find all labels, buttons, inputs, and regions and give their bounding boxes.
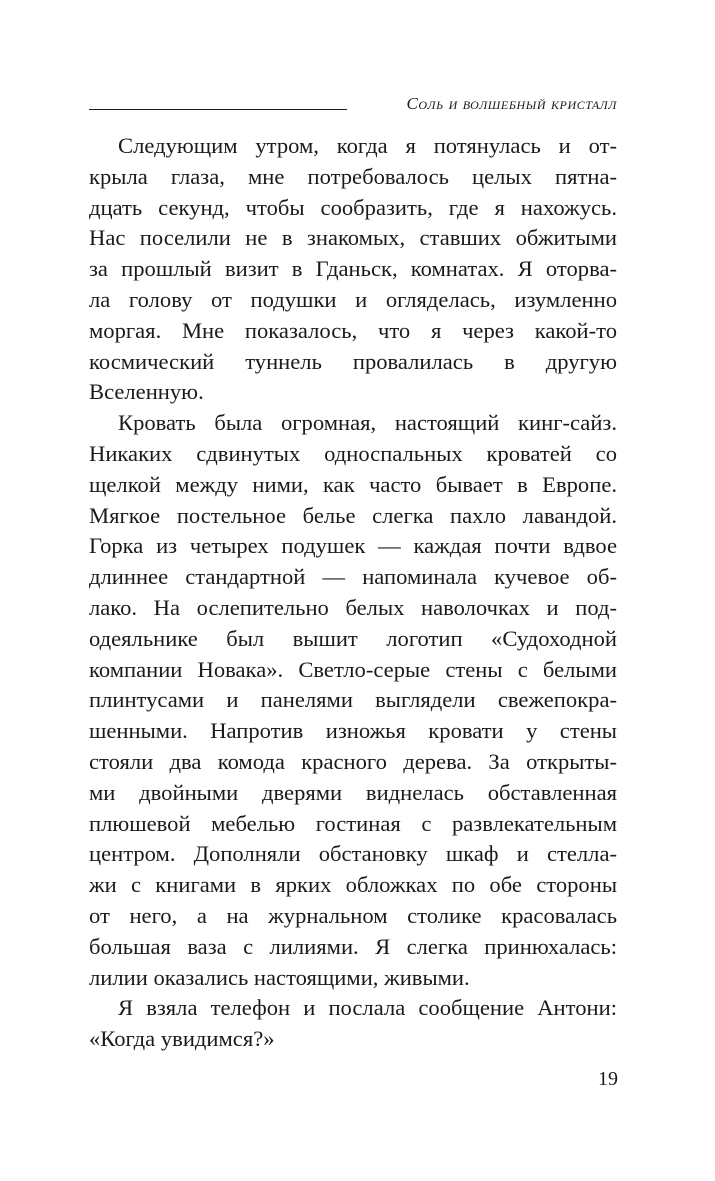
running-head (89, 92, 617, 118)
text-line: одеяльнике был вышит логотип «Судоходной (89, 625, 617, 651)
text-line: Горка из четырех подушек — каждая почти вдвое (89, 533, 617, 559)
running-head-title: Соль и волшебный кристалл (406, 94, 617, 113)
text-line: жи с книгами в ярких обложках по обе стороны (89, 872, 617, 898)
text-line: за прошлый визит в Гданьск, комнатах. Я оторва- (89, 256, 617, 282)
text-line: дцать секунд, чтобы сообразить, где я нахожусь. (89, 194, 617, 220)
text-line: Следующим утром, когда я потянулась и от- (118, 133, 617, 158)
text-line: Никаких сдвинутых односпальных кроватей со (89, 440, 617, 466)
text-line: Я взяла телефон и послала сообщение Антони: (118, 995, 617, 1021)
text-line: плинтусами и панелями выглядели свежепокра- (89, 687, 617, 713)
text-line: ми двойными дверями виднелась обставленная (89, 779, 617, 805)
text-line: от него, а на журнальном столике красовалась (89, 902, 617, 928)
text-line: Вселенную. (89, 379, 204, 405)
text-line: длиннее стандартной — напоминала кучевое об- (89, 564, 617, 590)
text-line: Кровать была огромная, настоящий кинг-сайз. (118, 410, 617, 436)
text-line: стояли два комода красного дерева. За открыты- (89, 748, 617, 774)
text-line: космический туннель провалилась в другую (89, 348, 617, 374)
body-text (89, 131, 617, 1055)
text-line: лако. На ослепительно белых наволочках и под- (89, 594, 617, 620)
text-line: Нас поселили не в знакомых, ставших обжитыми (89, 225, 617, 251)
text-line: лилии оказались настоящими, живыми. (89, 964, 470, 990)
text-line: Мягкое постельное белье слегка пахло лавандой. (89, 502, 617, 528)
text-line: компании Новака». Светло-серые стены с белыми (89, 656, 617, 682)
text-line: щелкой между ними, как часто бывает в Европе. (89, 471, 617, 497)
text-line: «Когда увидимся?» (89, 1026, 275, 1052)
text-line: большая ваза с лилиями. Я слегка принюхалась: (89, 933, 617, 959)
header-rule (89, 109, 347, 110)
text-line: центром. Дополняли обстановку шкаф и стелла- (89, 841, 617, 867)
text-line: крыла глаза, мне потребовалось целых пятна- (89, 163, 617, 189)
text-line: плюшевой мебелью гостиная с развлекательным (89, 810, 617, 836)
page-number: 19 (598, 1068, 618, 1090)
text-line: шенными. Напротив изножья кровати у стены (89, 718, 617, 744)
text-line: моргая. Мне показалось, что я через какой-то (89, 317, 617, 343)
text-line: ла голову от подушки и огляделась, изумленно (89, 286, 617, 312)
